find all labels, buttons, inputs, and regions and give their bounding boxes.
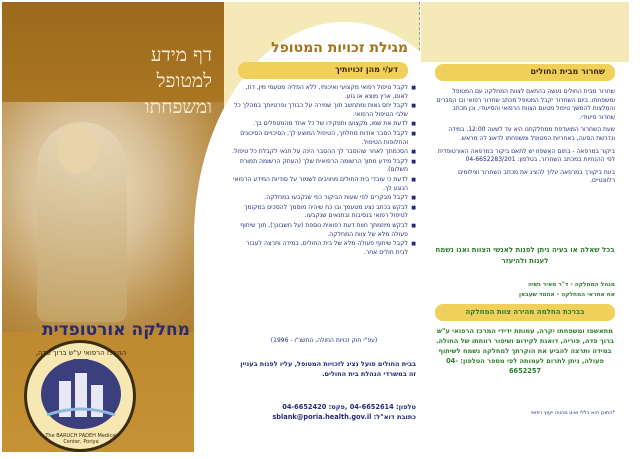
- rights-list-item: ■ לדעת כי עובדי בית החולים מחויבים לשמור על סודיות המידע הרפואי הנוגע לך.: [232, 176, 416, 193]
- discharge-top-band: [421, 2, 629, 62]
- footnote: *התוכן הוא כללי ואינו מהווה ייעוץ רפואי: [530, 410, 615, 416]
- rights-section-bar: דע/י מהן זכויותיך: [238, 62, 408, 79]
- hospital-logo: [24, 340, 136, 452]
- department-title: מחלקה אורטופדית: [41, 320, 190, 340]
- discharge-paragraph: שעת השחרור המועדפת ממחלקתנו היא עד לשעה 12:00. במידה ונדרשת הסעה, באחריות המטופל ומשפחתו לדאוג לה מראש.: [448, 126, 615, 142]
- rights-list-item: ■ לקבל יחס נאות ומתחשב תוך שמירה על כבודך ופרטיותך במהלך כל שלבי הטיפול הרפואי.: [232, 102, 416, 119]
- contact-email: כתובת דוא"ל: sblank@poria.health.gov.il: [272, 413, 416, 421]
- questions-note: בכל שאלה או בעיה ניתן לפנות לאנשי הצוות ואנו נשמח לענות ולהיעזר: [435, 246, 615, 265]
- cover-title-line1: דף מידע: [150, 44, 212, 66]
- discharge-paragraph: ביקור במרפאה - בתום האשפוז יש לתאם ביקור במרפאה האורטופדית לפי ההנחיות במכתב השחרור, בטלפון: 04-6652283/201: [437, 147, 615, 164]
- rights-list-item: ■ לבקש בכתב נציג מטעמך ובו כח שיהיה מוסמך להסכים במקומך לטיפול רפואי בנסיבות ובתנאים שנקבעו.: [232, 204, 416, 221]
- contact-phone: טלפון: 04-6652614 ,פקס: 04-6652420: [282, 403, 416, 411]
- friends-association-text: מתאשפז ומשפחתו יקרה, עמותת ידידי המרכז הרפואי ע"ש ברוך פדה, פוריה, דואגת לקידום ושיפור רווחתו של החולה. במידה ותרצה להביע את הוקרתך למחלקה נשמח לשיתוף פעולה, ניתן לתרום לעמותה לפי מספר הטלפון: 04-6652257: [435, 327, 615, 375]
- rights-panel: [224, 2, 420, 452]
- rights-list-item: ■ לבקש מיוזמתך חוות דעת רפואית נוספת (על חשבונך), תוך שיתוף פעולה מלא של צוות המחלקה.: [232, 222, 416, 239]
- logo-emblem: [41, 359, 121, 429]
- discharge-paragraph: שחרור מבית החולים נעשה בהתאם לצוות המחלקה עם המטופל ומשפחתו. ביום השחרור יקבל המטופל מכתב שחרור רפואי ובו הסברים והמלצות להמשך טיפול מטעם הצוות הרפואי והסיעודי, וכן מכתב שחרור סיעודי.: [436, 88, 615, 121]
- department-head: מנהל המחלקה - ד"ר מאיר נשיה: [528, 282, 615, 288]
- rights-title: מגילת זכויות המטופל: [271, 40, 408, 56]
- discharge-panel: [421, 2, 629, 452]
- discharge-section-bar: שחרור מבית החולים: [435, 64, 615, 81]
- ombudsman-note: בבית החולים פועל נציג לזכויות המטופל, עליו לפנות בעניין זה במשרדי הנהלת בית החולים.: [240, 360, 416, 378]
- law-source: (עפ"י חוק זכויות החולה, התשנ"ו - 1996): [270, 337, 378, 344]
- rights-list-item: ■ לדעת את שמו, מקצועו ותפקידו של כל אחד מהמטפלים בך.: [232, 120, 416, 129]
- building-icon: [41, 359, 121, 429]
- staff-names: [435, 280, 615, 300]
- contact-info: [232, 402, 416, 422]
- rights-list-item: ■ לקבל שיתוף פעולה מלא של בית החולים, במידה ותרצה לעבור לבית חולים אחר.: [232, 240, 416, 257]
- logo-ring-text: המרכז הרפואי ע"ש ברוך פדה,: [35, 349, 127, 357]
- rights-list-item: ■ לקבל הסבר אודות מחלתך, הטיפול המוצע לך, הסיכויים הסיכונים והחלופות הטיפול.: [232, 130, 416, 147]
- discharge-text: [435, 88, 615, 190]
- recovery-wish-bar: בברכת החלמה מהירה צוות המחלקה: [435, 304, 615, 321]
- rights-list-item: ■ הסכמתך לאחר שהוסבר לך ההסבר הינה על תנאי לקבלת כל טיפול.: [232, 148, 416, 157]
- cover-title-line2: למטופל: [156, 70, 212, 92]
- logo-english-text: The BARUCH PADEH Medical Center, Poriya: [45, 433, 117, 445]
- rights-list: [232, 84, 416, 258]
- patient-head: [57, 124, 99, 174]
- cover-panel: [2, 2, 224, 452]
- discharge-paragraph: בעת ביקורך במרפאה עליך להציג את מכתב השחרור וצילומים רלוונטיים.: [458, 168, 615, 185]
- rights-list-item: ■ לקבל טיפול רפואי מקצועי ואיכותי, ללא הפליה מטעמי מין, דת, לאום, ארץ מוצא או גזע.: [232, 84, 416, 101]
- cover-title-line3: ומשפחתו: [144, 96, 212, 118]
- head-nurse: אח אחראי המחלקה - אחמד שעבאן: [518, 292, 615, 298]
- rights-list-item: ■ לקבל מידע מתוך הרשומה הרפואית שלך (העתק הרשומה תמורת תשלום).: [232, 158, 416, 175]
- rights-list-item: ■ לקבל מבקרים לפי שעות הביקור כפי שנקבעו במחלקה.: [232, 194, 416, 203]
- cover-title: [32, 42, 212, 120]
